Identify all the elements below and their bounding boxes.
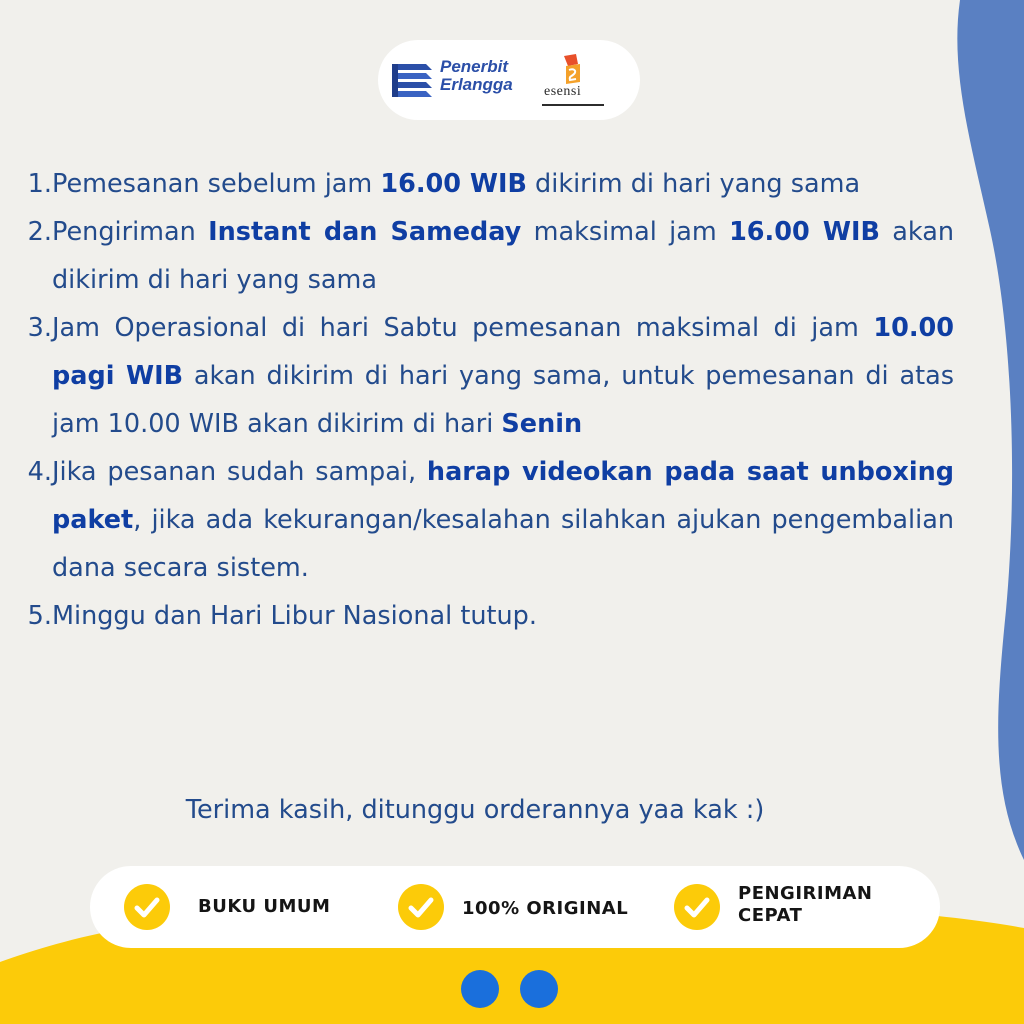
term-highlight: 16.00 WIB bbox=[729, 217, 880, 247]
term-text: Pengiriman bbox=[52, 217, 209, 247]
term-highlight: 16.00 WIB bbox=[380, 169, 527, 199]
term-text: Jika pesanan sudah sampai, bbox=[52, 457, 427, 487]
term-text: akan dikirim di hari yang sama bbox=[52, 217, 954, 295]
terms-list bbox=[27, 160, 954, 640]
feature-buku-umum bbox=[124, 866, 364, 948]
esensi-logo-icon bbox=[560, 52, 584, 86]
esensi-underline bbox=[542, 104, 604, 106]
feature-label: 100% ORIGINAL bbox=[462, 898, 629, 919]
term-text: dikirim di hari yang sama bbox=[526, 169, 861, 199]
term-number: 4. bbox=[27, 457, 52, 487]
esensi-logo bbox=[540, 52, 630, 110]
side-wave-shape bbox=[957, 0, 1024, 860]
feature-original bbox=[398, 866, 658, 948]
erlangga-line-1: Penerbit bbox=[440, 57, 509, 76]
term-number: 1. bbox=[27, 169, 52, 199]
term-highlight: Instant dan Sameday bbox=[208, 217, 522, 247]
term-item bbox=[27, 448, 954, 592]
term-text: akan dikirim di hari yang sama, untuk pemesanan di atas jam 10.00 WIB akan dikirim di hari bbox=[52, 361, 954, 439]
feature-label: BUKU UMUM bbox=[198, 896, 331, 917]
term-number: 2. bbox=[27, 217, 52, 247]
term-number: 3. bbox=[27, 313, 52, 343]
term-text: Pemesanan sebelum jam bbox=[52, 169, 381, 199]
term-text: Minggu dan Hari Libur Nasional tutup. bbox=[52, 601, 537, 631]
term-text: maksimal jam bbox=[521, 217, 730, 247]
check-circle-icon bbox=[398, 884, 444, 930]
feature-bar bbox=[90, 866, 940, 948]
feature-pengiriman-cepat bbox=[674, 866, 914, 948]
term-highlight: 10.00 pagi WIB bbox=[52, 313, 954, 391]
term-highlight: harap videokan pada saat unboxing paket bbox=[52, 457, 954, 535]
penerbit-erlangga-logo bbox=[390, 54, 535, 106]
term-item bbox=[27, 304, 954, 448]
erlangga-books-icon bbox=[390, 60, 434, 100]
pagination-dot[interactable] bbox=[461, 970, 499, 1008]
logo-header bbox=[378, 40, 640, 120]
thanks-message: Terima kasih, ditunggu orderannya yaa kak :) bbox=[185, 795, 765, 825]
term-number: 5. bbox=[27, 601, 52, 631]
term-highlight: Senin bbox=[501, 409, 583, 439]
term-item bbox=[27, 160, 954, 208]
term-item bbox=[27, 208, 954, 304]
erlangga-wordmark bbox=[440, 58, 513, 94]
term-item bbox=[27, 592, 954, 640]
feature-label: PENGIRIMAN CEPAT bbox=[738, 883, 873, 926]
term-text: , jika ada kekurangan/kesalahan silahkan ajukan pengembalian dana secara sistem. bbox=[52, 505, 954, 583]
term-text: Jam Operasional di hari Sabtu pemesanan maksimal di jam bbox=[52, 313, 874, 343]
check-circle-icon bbox=[124, 884, 170, 930]
erlangga-line-2: Erlangga bbox=[440, 75, 513, 94]
check-circle-icon bbox=[674, 884, 720, 930]
pagination-dot[interactable] bbox=[520, 970, 558, 1008]
esensi-wordmark: esensi bbox=[544, 84, 582, 99]
